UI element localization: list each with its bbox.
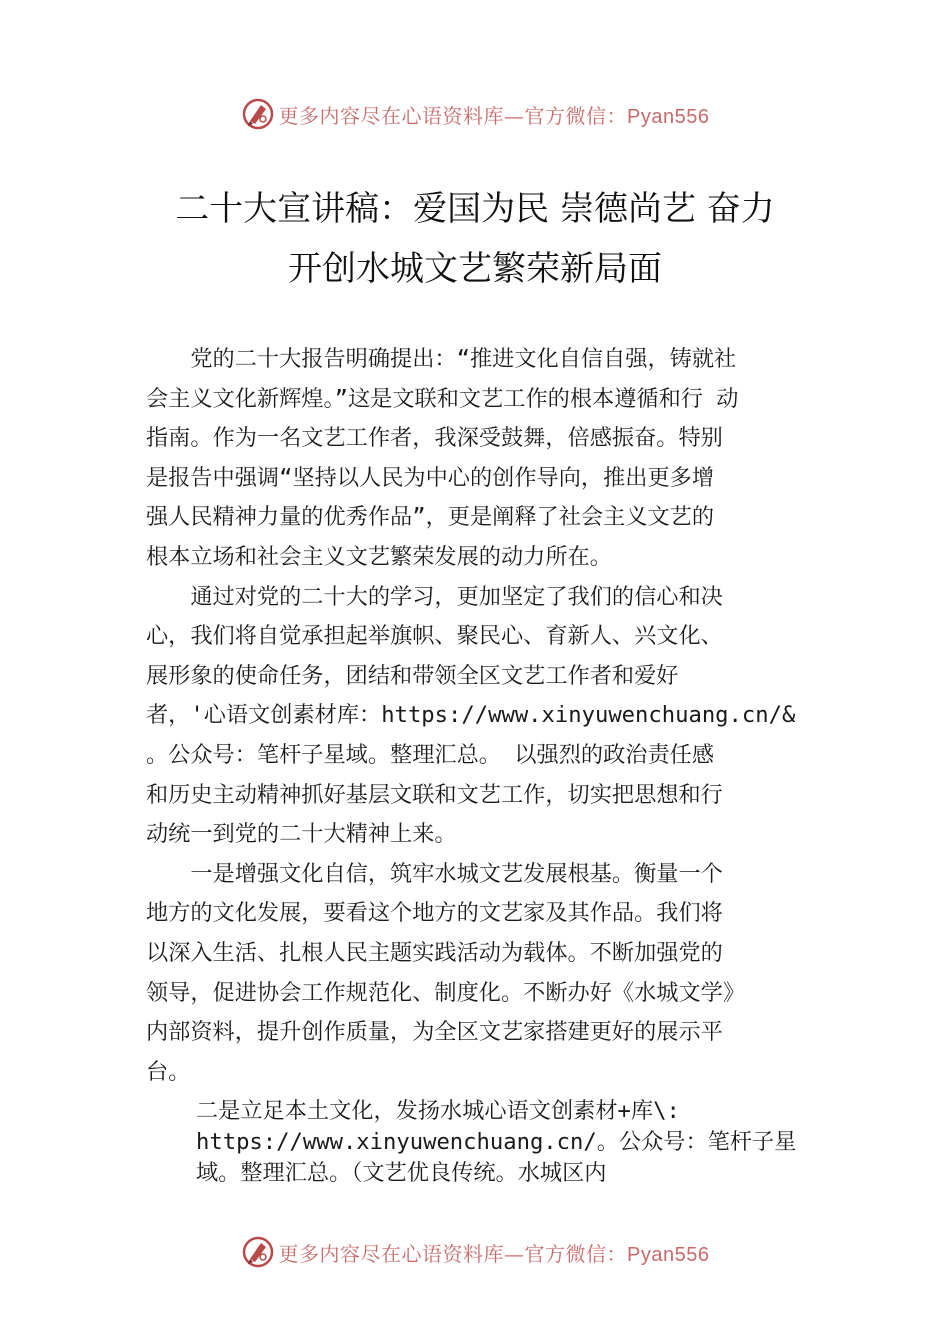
- body-line: 心，我们将自觉承担起举旗帜、聚民心、育新人、兴文化、: [146, 623, 723, 650]
- body-line: 会主义文化新辉煌。”这是文联和文艺工作的根本遵循和行 动: [146, 385, 739, 412]
- pen-seal-logo-icon: [241, 97, 275, 131]
- banner-text: [279, 1238, 710, 1267]
- body-line: 通过对党的二十大的学习，更加坚定了我们的信心和决: [146, 583, 723, 610]
- body-line: 台。: [146, 1058, 191, 1085]
- body-line: 展形象的使命任务，团结和带领全区文艺工作者和爱好: [146, 662, 679, 689]
- final-line: 域。整理汇总。（文艺优良传统。水城区内: [196, 1160, 607, 1186]
- body-line: 地方的文化发展，要看这个地方的文艺家及其作品。我们将: [146, 900, 723, 927]
- body-line: 党的二十大报告明确提出：“推进文化自信自强，铸就社: [146, 346, 737, 372]
- footer-banner: [0, 1232, 950, 1272]
- document-final-paragraph: [196, 1096, 816, 1189]
- body-line: 。公众号：笔杆子星域。整理汇总。 以强烈的政治责任感: [146, 741, 715, 768]
- body-line: 是报告中强调“坚持以人民为中心的创作导向，推出更多增: [146, 464, 715, 491]
- body-line: 根本立场和社会主义文艺繁荣发展的动力所在。: [146, 543, 612, 570]
- body-line: 一是增强文化自信，筑牢水城文艺发展根基。衡量一个: [146, 860, 723, 887]
- body-line: 内部资料，提升创作质量，为全区文艺家搭建更好的展示平: [146, 1019, 723, 1046]
- banner-main-text: 更多内容尽在心语资料库—: [278, 1241, 525, 1266]
- banner-wechat-id: Pyan556: [627, 105, 710, 128]
- document-title-line-1: 二十大宣讲稿：爱国为民 崇德尚艺 奋力: [175, 189, 775, 229]
- banner-wechat-label: 官方微信：: [524, 1241, 628, 1266]
- banner-wechat-label: 官方微信：: [524, 103, 628, 128]
- body-line: 指南。作为一名文艺工作者，我深受鼓舞，倍感振奋。特别: [146, 425, 723, 452]
- banner-wechat-id: Pyan556: [627, 1243, 710, 1266]
- banner-main-text: 更多内容尽在心语资料库—: [278, 103, 525, 128]
- body-line: 和历史主动精神抓好基层文联和文艺工作，切实把思想和行: [146, 781, 723, 808]
- banner-text: [279, 100, 710, 129]
- pen-seal-logo-icon: [241, 1235, 275, 1269]
- body-line: 以深入生活、扎根人民主题实践活动为载体。不断加强党的: [146, 939, 723, 966]
- body-line: 动统一到党的二十大精神上来。: [146, 821, 457, 848]
- final-line: 二是立足本土文化，发扬水城心语文创素材+库\:: [196, 1098, 680, 1124]
- document-body: [146, 340, 810, 1092]
- body-line: 者，'心语文创素材库：https://www.xinyuwenchuang.cn/&: [146, 702, 796, 729]
- body-line: 强人民精神力量的优秀作品”，更是阐释了社会主义文艺的: [146, 504, 715, 531]
- header-banner: [0, 94, 950, 134]
- body-line: 领导，促进协会工作规范化、制度化。不断办好《水城文学》: [146, 979, 746, 1006]
- final-line: https://www.xinyuwenchuang.cn/。公众号：笔杆子星: [196, 1129, 797, 1155]
- document-title-line-2: 开创水城文艺繁荣新局面: [288, 249, 662, 289]
